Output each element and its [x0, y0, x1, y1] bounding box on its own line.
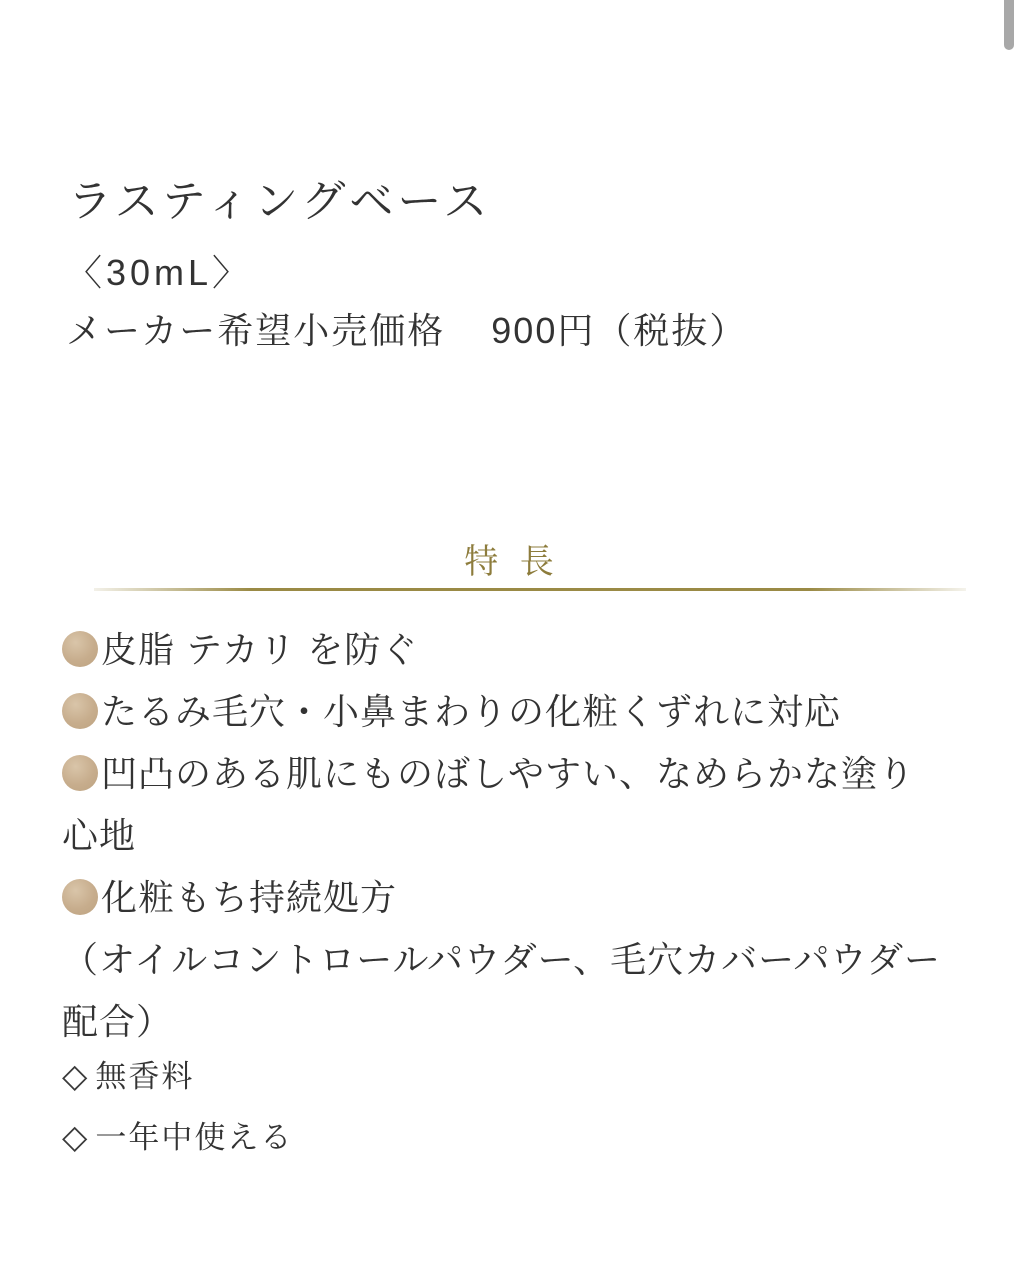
feature-text: 化粧もち持続処方: [101, 877, 398, 918]
feature-text: 凹凸のある肌にものばしやすい、なめらかな塗り心地: [62, 753, 916, 856]
feature-supplement: （オイルコントロールパウダー、毛穴カバーパウダー配合）: [62, 939, 942, 1042]
feature-text: 皮脂 テカリ を防ぐ: [101, 629, 419, 670]
product-volume: 〈30mL〉: [66, 252, 253, 293]
feature-item: [62, 743, 942, 867]
bullet-circle-icon: [62, 755, 98, 791]
diamond-icon: ◇: [62, 1057, 90, 1094]
bullet-circle-icon: [62, 631, 98, 667]
features-list: [62, 619, 942, 1053]
price-label: メーカー希望小売価格: [66, 310, 446, 351]
notes-list: [62, 1046, 293, 1168]
bullet-circle-icon: [62, 693, 98, 729]
note-text: 無香料: [95, 1059, 195, 1094]
feature-item: [62, 867, 942, 929]
price-value: 900円（税抜）: [491, 310, 748, 351]
diamond-icon: ◇: [62, 1118, 90, 1155]
product-price: [66, 309, 747, 352]
feature-item: [62, 619, 942, 681]
features-divider: [94, 588, 966, 591]
product-title: ラスティングベース: [68, 177, 492, 226]
note-text: 一年中使える: [95, 1120, 294, 1155]
bullet-circle-icon: [62, 879, 98, 915]
note-item: [62, 1107, 293, 1168]
feature-text: たるみ毛穴・小鼻まわりの化粧くずれに対応: [101, 691, 842, 732]
features-heading: 特 長: [464, 543, 560, 581]
note-item: [62, 1046, 293, 1107]
feature-item: [62, 681, 942, 743]
scrollbar-thumb[interactable]: [1004, 0, 1014, 50]
